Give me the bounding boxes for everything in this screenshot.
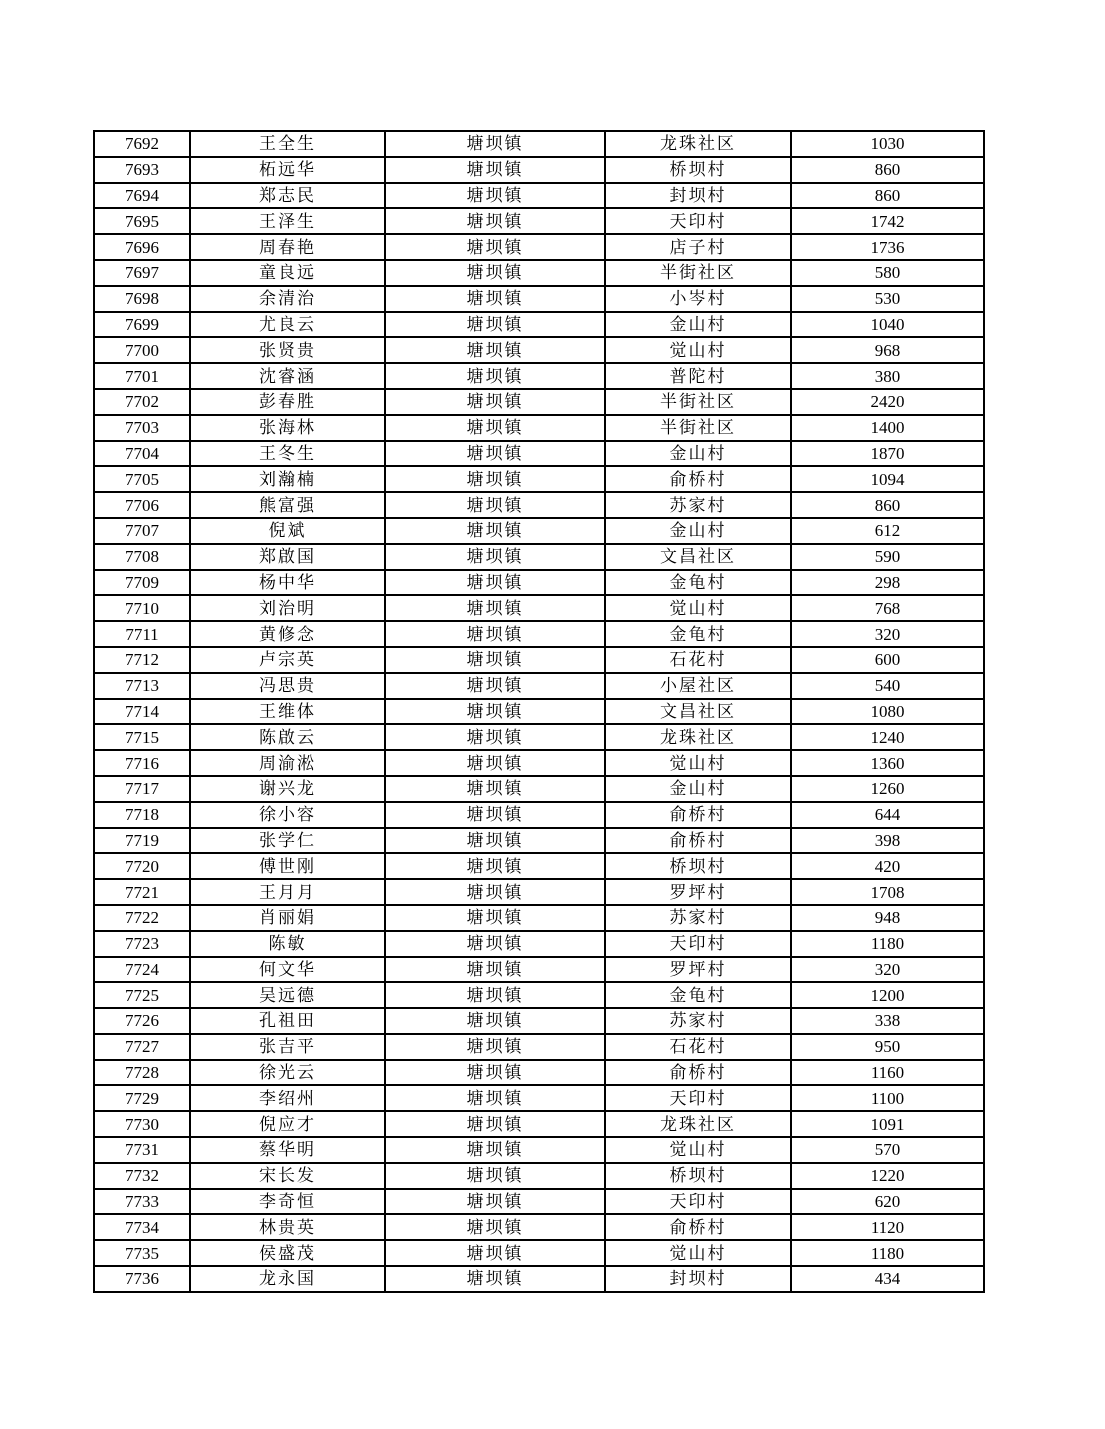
cell-name: 卢宗英 — [190, 647, 385, 673]
cell-town: 塘坝镇 — [385, 621, 605, 647]
cell-village: 金山村 — [605, 441, 791, 467]
table-row — [94, 1111, 984, 1137]
cell-town: 塘坝镇 — [385, 363, 605, 389]
cell-id: 7724 — [94, 957, 190, 983]
cell-town: 塘坝镇 — [385, 1266, 605, 1292]
table-row — [94, 389, 984, 415]
cell-village: 半街社区 — [605, 260, 791, 286]
cell-town: 塘坝镇 — [385, 466, 605, 492]
cell-amount: 620 — [791, 1189, 984, 1215]
cell-amount: 540 — [791, 673, 984, 699]
cell-id: 7719 — [94, 828, 190, 854]
cell-town: 塘坝镇 — [385, 441, 605, 467]
table-row — [94, 312, 984, 338]
cell-name: 黄修念 — [190, 621, 385, 647]
cell-village: 封坝村 — [605, 183, 791, 209]
cell-id: 7733 — [94, 1189, 190, 1215]
cell-name: 张学仁 — [190, 828, 385, 854]
cell-village: 店子村 — [605, 234, 791, 260]
cell-village: 俞桥村 — [605, 466, 791, 492]
table-row — [94, 1189, 984, 1215]
table-row — [94, 982, 984, 1008]
table-row — [94, 853, 984, 879]
cell-town: 塘坝镇 — [385, 415, 605, 441]
cell-village: 封坝村 — [605, 1266, 791, 1292]
cell-town: 塘坝镇 — [385, 1085, 605, 1111]
cell-village: 金龟村 — [605, 982, 791, 1008]
cell-id: 7721 — [94, 879, 190, 905]
table-row — [94, 1214, 984, 1240]
table-row — [94, 621, 984, 647]
cell-amount: 530 — [791, 286, 984, 312]
cell-id: 7713 — [94, 673, 190, 699]
cell-amount: 338 — [791, 1008, 984, 1034]
cell-amount: 860 — [791, 183, 984, 209]
cell-amount: 1240 — [791, 724, 984, 750]
cell-amount: 612 — [791, 518, 984, 544]
cell-town: 塘坝镇 — [385, 1060, 605, 1086]
cell-id: 7707 — [94, 518, 190, 544]
cell-name: 倪应才 — [190, 1111, 385, 1137]
cell-name: 龙永国 — [190, 1266, 385, 1292]
cell-id: 7711 — [94, 621, 190, 647]
cell-town: 塘坝镇 — [385, 1111, 605, 1137]
cell-town: 塘坝镇 — [385, 131, 605, 157]
cell-village: 天印村 — [605, 1085, 791, 1111]
cell-name: 王泽生 — [190, 208, 385, 234]
cell-amount: 1220 — [791, 1163, 984, 1189]
cell-town: 塘坝镇 — [385, 1189, 605, 1215]
cell-id: 7722 — [94, 905, 190, 931]
cell-name: 郑志民 — [190, 183, 385, 209]
cell-amount: 320 — [791, 957, 984, 983]
cell-amount: 380 — [791, 363, 984, 389]
cell-id: 7703 — [94, 415, 190, 441]
cell-amount: 948 — [791, 905, 984, 931]
cell-id: 7693 — [94, 157, 190, 183]
cell-id: 7699 — [94, 312, 190, 338]
cell-id: 7736 — [94, 1266, 190, 1292]
cell-name: 尤良云 — [190, 312, 385, 338]
cell-town: 塘坝镇 — [385, 260, 605, 286]
cell-village: 龙珠社区 — [605, 131, 791, 157]
cell-village: 半街社区 — [605, 415, 791, 441]
cell-name: 宋长发 — [190, 1163, 385, 1189]
cell-amount: 2420 — [791, 389, 984, 415]
cell-village: 桥坝村 — [605, 157, 791, 183]
cell-id: 7714 — [94, 699, 190, 725]
cell-amount: 860 — [791, 492, 984, 518]
cell-village: 金龟村 — [605, 621, 791, 647]
cell-id: 7720 — [94, 853, 190, 879]
cell-village: 俞桥村 — [605, 1060, 791, 1086]
table-row — [94, 828, 984, 854]
table-row — [94, 1163, 984, 1189]
cell-id: 7735 — [94, 1240, 190, 1266]
cell-amount: 1708 — [791, 879, 984, 905]
cell-village: 金山村 — [605, 518, 791, 544]
cell-name: 余清治 — [190, 286, 385, 312]
cell-name: 倪斌 — [190, 518, 385, 544]
cell-village: 苏家村 — [605, 492, 791, 518]
cell-id: 7706 — [94, 492, 190, 518]
cell-town: 塘坝镇 — [385, 905, 605, 931]
cell-amount: 950 — [791, 1034, 984, 1060]
cell-name: 侯盛茂 — [190, 1240, 385, 1266]
cell-village: 天印村 — [605, 1189, 791, 1215]
cell-id: 7692 — [94, 131, 190, 157]
cell-town: 塘坝镇 — [385, 802, 605, 828]
cell-id: 7729 — [94, 1085, 190, 1111]
cell-village: 俞桥村 — [605, 1214, 791, 1240]
cell-amount: 768 — [791, 595, 984, 621]
table-row — [94, 131, 984, 157]
cell-town: 塘坝镇 — [385, 853, 605, 879]
table-body — [94, 131, 984, 1292]
cell-town: 塘坝镇 — [385, 286, 605, 312]
cell-name: 王全生 — [190, 131, 385, 157]
cell-amount: 968 — [791, 337, 984, 363]
table-row — [94, 724, 984, 750]
cell-amount: 1180 — [791, 1240, 984, 1266]
cell-id: 7732 — [94, 1163, 190, 1189]
cell-village: 觉山村 — [605, 750, 791, 776]
table-row — [94, 1008, 984, 1034]
table-row — [94, 647, 984, 673]
cell-amount: 1100 — [791, 1085, 984, 1111]
cell-amount: 1200 — [791, 982, 984, 1008]
cell-village: 小屋社区 — [605, 673, 791, 699]
table-row — [94, 260, 984, 286]
cell-name: 童良远 — [190, 260, 385, 286]
table-row — [94, 673, 984, 699]
cell-name: 孔祖田 — [190, 1008, 385, 1034]
cell-id: 7695 — [94, 208, 190, 234]
cell-name: 王维体 — [190, 699, 385, 725]
cell-name: 徐小容 — [190, 802, 385, 828]
cell-village: 苏家村 — [605, 905, 791, 931]
table-row — [94, 466, 984, 492]
cell-town: 塘坝镇 — [385, 1137, 605, 1163]
cell-amount: 1040 — [791, 312, 984, 338]
cell-amount: 580 — [791, 260, 984, 286]
cell-village: 普陀村 — [605, 363, 791, 389]
cell-amount: 644 — [791, 802, 984, 828]
cell-name: 张贤贵 — [190, 337, 385, 363]
table-row — [94, 441, 984, 467]
cell-id: 7704 — [94, 441, 190, 467]
cell-village: 文昌社区 — [605, 544, 791, 570]
cell-village: 天印村 — [605, 931, 791, 957]
cell-amount: 600 — [791, 647, 984, 673]
table-row — [94, 544, 984, 570]
table-row — [94, 492, 984, 518]
cell-id: 7728 — [94, 1060, 190, 1086]
cell-name: 熊富强 — [190, 492, 385, 518]
cell-name: 林贵英 — [190, 1214, 385, 1240]
cell-town: 塘坝镇 — [385, 1163, 605, 1189]
cell-village: 金山村 — [605, 312, 791, 338]
cell-village: 觉山村 — [605, 595, 791, 621]
cell-village: 觉山村 — [605, 1240, 791, 1266]
cell-village: 小岑村 — [605, 286, 791, 312]
table-row — [94, 363, 984, 389]
cell-amount: 398 — [791, 828, 984, 854]
table-row — [94, 1266, 984, 1292]
cell-name: 陈敏 — [190, 931, 385, 957]
cell-town: 塘坝镇 — [385, 570, 605, 596]
cell-id: 7712 — [94, 647, 190, 673]
cell-id: 7731 — [94, 1137, 190, 1163]
table-row — [94, 1240, 984, 1266]
cell-town: 塘坝镇 — [385, 544, 605, 570]
cell-town: 塘坝镇 — [385, 183, 605, 209]
cell-id: 7708 — [94, 544, 190, 570]
cell-amount: 1180 — [791, 931, 984, 957]
cell-id: 7717 — [94, 776, 190, 802]
cell-amount: 420 — [791, 853, 984, 879]
cell-id: 7700 — [94, 337, 190, 363]
cell-name: 周春艳 — [190, 234, 385, 260]
table-row — [94, 1137, 984, 1163]
cell-town: 塘坝镇 — [385, 595, 605, 621]
cell-name: 何文华 — [190, 957, 385, 983]
cell-id: 7734 — [94, 1214, 190, 1240]
cell-id: 7716 — [94, 750, 190, 776]
cell-id: 7697 — [94, 260, 190, 286]
cell-id: 7725 — [94, 982, 190, 1008]
cell-town: 塘坝镇 — [385, 1214, 605, 1240]
cell-amount: 570 — [791, 1137, 984, 1163]
cell-village: 罗坪村 — [605, 879, 791, 905]
cell-amount: 860 — [791, 157, 984, 183]
cell-town: 塘坝镇 — [385, 1008, 605, 1034]
cell-amount: 1260 — [791, 776, 984, 802]
cell-id: 7709 — [94, 570, 190, 596]
table-row — [94, 1060, 984, 1086]
cell-village: 觉山村 — [605, 337, 791, 363]
table-row — [94, 802, 984, 828]
cell-town: 塘坝镇 — [385, 750, 605, 776]
cell-name: 吴远德 — [190, 982, 385, 1008]
cell-town: 塘坝镇 — [385, 982, 605, 1008]
cell-town: 塘坝镇 — [385, 931, 605, 957]
cell-village: 金山村 — [605, 776, 791, 802]
cell-name: 刘瀚楠 — [190, 466, 385, 492]
cell-id: 7694 — [94, 183, 190, 209]
cell-village: 天印村 — [605, 208, 791, 234]
cell-id: 7705 — [94, 466, 190, 492]
cell-town: 塘坝镇 — [385, 647, 605, 673]
cell-amount: 1742 — [791, 208, 984, 234]
table-row — [94, 1085, 984, 1111]
cell-village: 文昌社区 — [605, 699, 791, 725]
table-row — [94, 518, 984, 544]
cell-name: 肖丽娟 — [190, 905, 385, 931]
cell-id: 7696 — [94, 234, 190, 260]
cell-amount: 1030 — [791, 131, 984, 157]
cell-name: 傅世刚 — [190, 853, 385, 879]
cell-town: 塘坝镇 — [385, 776, 605, 802]
cell-town: 塘坝镇 — [385, 828, 605, 854]
cell-town: 塘坝镇 — [385, 879, 605, 905]
cell-name: 沈睿涵 — [190, 363, 385, 389]
table-row — [94, 905, 984, 931]
table-row — [94, 776, 984, 802]
cell-village: 俞桥村 — [605, 802, 791, 828]
cell-amount: 1400 — [791, 415, 984, 441]
cell-amount: 434 — [791, 1266, 984, 1292]
cell-village: 桥坝村 — [605, 853, 791, 879]
cell-name: 彭春胜 — [190, 389, 385, 415]
cell-amount: 1870 — [791, 441, 984, 467]
cell-town: 塘坝镇 — [385, 208, 605, 234]
cell-village: 桥坝村 — [605, 1163, 791, 1189]
cell-id: 7726 — [94, 1008, 190, 1034]
cell-amount: 1091 — [791, 1111, 984, 1137]
cell-town: 塘坝镇 — [385, 389, 605, 415]
cell-town: 塘坝镇 — [385, 673, 605, 699]
cell-id: 7702 — [94, 389, 190, 415]
cell-amount: 1736 — [791, 234, 984, 260]
cell-amount: 1120 — [791, 1214, 984, 1240]
cell-name: 周渝淞 — [190, 750, 385, 776]
table-row — [94, 750, 984, 776]
cell-amount: 1094 — [791, 466, 984, 492]
cell-name: 王冬生 — [190, 441, 385, 467]
cell-town: 塘坝镇 — [385, 518, 605, 544]
table-row — [94, 183, 984, 209]
cell-amount: 320 — [791, 621, 984, 647]
table-row — [94, 208, 984, 234]
cell-name: 刘治明 — [190, 595, 385, 621]
cell-village: 苏家村 — [605, 1008, 791, 1034]
cell-village: 罗坪村 — [605, 957, 791, 983]
cell-amount: 1080 — [791, 699, 984, 725]
cell-amount: 298 — [791, 570, 984, 596]
cell-village: 金龟村 — [605, 570, 791, 596]
table-row — [94, 931, 984, 957]
table-row — [94, 699, 984, 725]
cell-name: 郑啟国 — [190, 544, 385, 570]
table-row — [94, 157, 984, 183]
cell-town: 塘坝镇 — [385, 337, 605, 363]
data-table — [93, 130, 985, 1293]
cell-id: 7715 — [94, 724, 190, 750]
cell-town: 塘坝镇 — [385, 957, 605, 983]
cell-town: 塘坝镇 — [385, 492, 605, 518]
cell-amount: 590 — [791, 544, 984, 570]
table-row — [94, 234, 984, 260]
cell-name: 柘远华 — [190, 157, 385, 183]
table-row — [94, 570, 984, 596]
cell-name: 张海林 — [190, 415, 385, 441]
cell-name: 陈啟云 — [190, 724, 385, 750]
table-row — [94, 957, 984, 983]
cell-amount: 1160 — [791, 1060, 984, 1086]
cell-name: 杨中华 — [190, 570, 385, 596]
table-row — [94, 286, 984, 312]
cell-village: 石花村 — [605, 647, 791, 673]
cell-id: 7723 — [94, 931, 190, 957]
cell-village: 觉山村 — [605, 1137, 791, 1163]
cell-name: 谢兴龙 — [190, 776, 385, 802]
cell-town: 塘坝镇 — [385, 1240, 605, 1266]
table-row — [94, 595, 984, 621]
cell-id: 7698 — [94, 286, 190, 312]
cell-town: 塘坝镇 — [385, 234, 605, 260]
cell-id: 7701 — [94, 363, 190, 389]
table-row — [94, 879, 984, 905]
cell-id: 7730 — [94, 1111, 190, 1137]
cell-village: 龙珠社区 — [605, 1111, 791, 1137]
cell-town: 塘坝镇 — [385, 699, 605, 725]
cell-name: 蔡华明 — [190, 1137, 385, 1163]
cell-town: 塘坝镇 — [385, 1034, 605, 1060]
cell-name: 王月月 — [190, 879, 385, 905]
cell-name: 冯思贵 — [190, 673, 385, 699]
table-row — [94, 1034, 984, 1060]
cell-name: 李绍州 — [190, 1085, 385, 1111]
cell-name: 李奇恒 — [190, 1189, 385, 1215]
cell-village: 半街社区 — [605, 389, 791, 415]
cell-village: 龙珠社区 — [605, 724, 791, 750]
table-row — [94, 415, 984, 441]
cell-id: 7718 — [94, 802, 190, 828]
cell-id: 7710 — [94, 595, 190, 621]
cell-village: 石花村 — [605, 1034, 791, 1060]
cell-name: 徐光云 — [190, 1060, 385, 1086]
cell-town: 塘坝镇 — [385, 157, 605, 183]
cell-town: 塘坝镇 — [385, 724, 605, 750]
cell-id: 7727 — [94, 1034, 190, 1060]
cell-name: 张吉平 — [190, 1034, 385, 1060]
cell-town: 塘坝镇 — [385, 312, 605, 338]
cell-village: 俞桥村 — [605, 828, 791, 854]
cell-amount: 1360 — [791, 750, 984, 776]
table-row — [94, 337, 984, 363]
